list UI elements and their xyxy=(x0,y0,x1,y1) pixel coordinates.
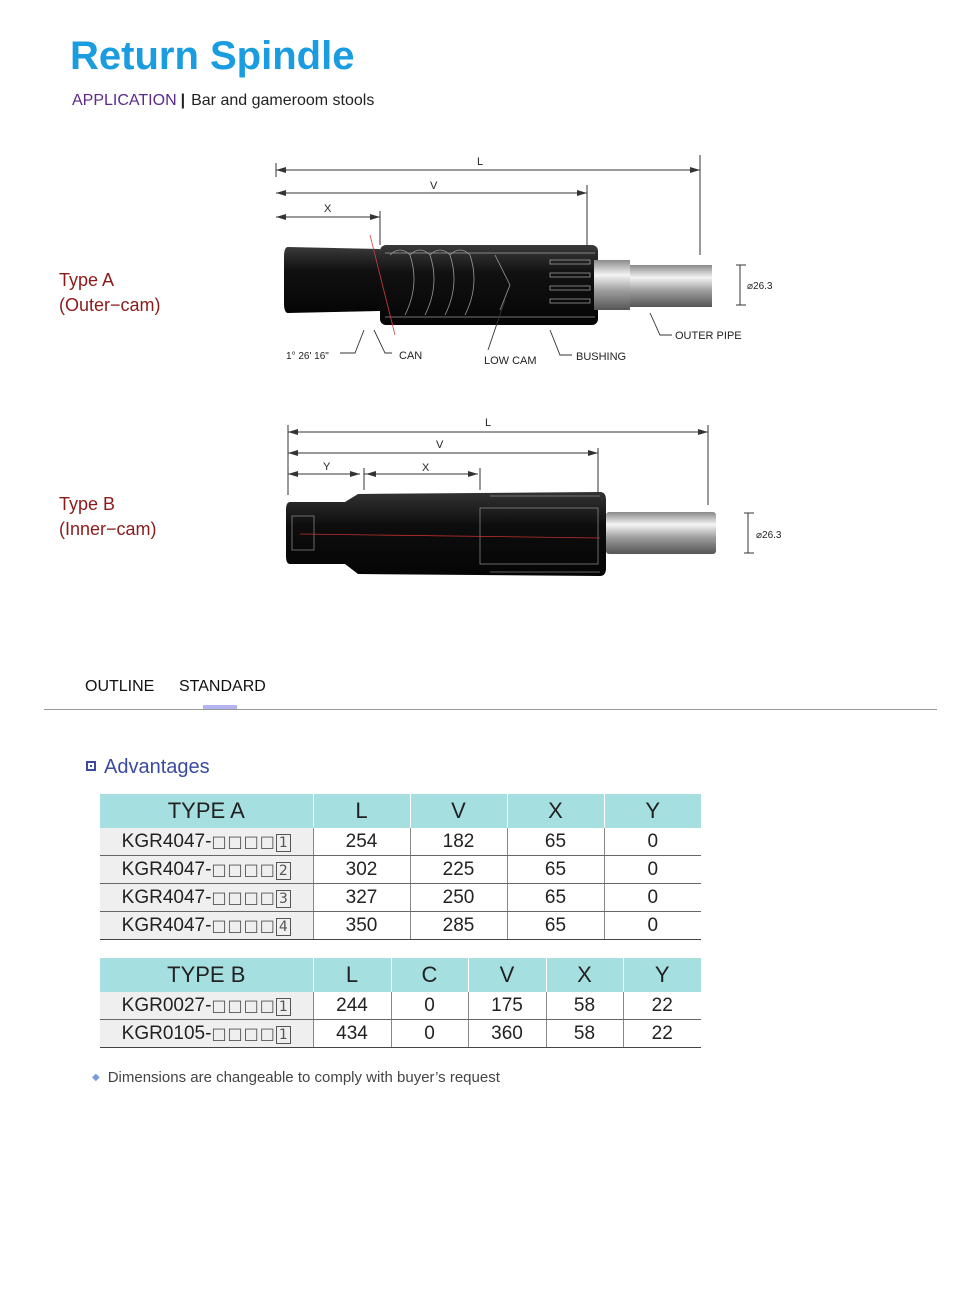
type-a-diameter: ⌀26.3 xyxy=(747,281,773,292)
table-cell: 350 xyxy=(313,912,410,940)
label-l: L xyxy=(477,156,484,168)
table-row xyxy=(100,828,701,856)
table-cell: 434 xyxy=(313,1020,391,1048)
table-header: X xyxy=(546,958,623,992)
label-v-b: V xyxy=(436,439,444,451)
table-cell: 65 xyxy=(507,912,604,940)
type-a-low-cam-label: LOW CAM xyxy=(484,355,537,367)
model-cell: KGR4047-□□□□ 4 xyxy=(100,912,313,940)
table-cell: 285 xyxy=(410,912,507,940)
type-b-subtitle: (Inner−cam) xyxy=(59,519,157,539)
table-cell: 22 xyxy=(623,992,701,1020)
table-header: C xyxy=(391,958,468,992)
table-cell: 0 xyxy=(604,856,701,884)
model-cell: KGR0027-□□□□ 1 xyxy=(100,992,313,1020)
table-header: V xyxy=(468,958,546,992)
table-header: Y xyxy=(604,794,701,828)
table-cell: 250 xyxy=(410,884,507,912)
type-a-can-label: CAN xyxy=(399,350,423,362)
type-a-body xyxy=(380,245,598,325)
type-a-diagram xyxy=(260,145,820,380)
table-row xyxy=(100,912,701,940)
model-cell: KGR0105-□□□□ 1 xyxy=(100,1020,313,1048)
type-a-outer-pipe xyxy=(630,265,712,307)
table-cell: 0 xyxy=(391,992,468,1020)
application-value: Bar and gameroom stools xyxy=(191,92,375,109)
table-header: TYPE A xyxy=(100,794,313,828)
label-x: X xyxy=(324,203,332,215)
type-a-outer-pipe-label: OUTER PIPE xyxy=(675,330,742,342)
table-cell: 58 xyxy=(546,992,623,1020)
type-a-subtitle: (Outer−cam) xyxy=(59,295,161,315)
table-cell: 58 xyxy=(546,1020,623,1048)
table-header-row xyxy=(100,958,701,992)
table-row xyxy=(100,884,701,912)
type-a-table xyxy=(100,794,701,940)
table-row xyxy=(100,1020,701,1048)
type-b-body xyxy=(286,492,606,576)
advantages-heading xyxy=(86,756,210,779)
table-header-row xyxy=(100,794,701,828)
type-b-diameter: ⌀26.3 xyxy=(756,530,782,541)
table-cell: 65 xyxy=(507,884,604,912)
table-cell: 65 xyxy=(507,856,604,884)
tab-outline[interactable]: OUTLINE xyxy=(85,678,155,695)
table-cell: 360 xyxy=(468,1020,546,1048)
table-header: V xyxy=(410,794,507,828)
table-cell: 175 xyxy=(468,992,546,1020)
label-l-b: L xyxy=(485,417,492,429)
type-a-bushing-label: BUSHING xyxy=(576,351,627,363)
type-b-name: Type B xyxy=(59,494,116,514)
type-b-outer-pipe xyxy=(606,512,716,554)
table-cell: 254 xyxy=(313,828,410,856)
type-a-name: Type A xyxy=(59,270,115,290)
footnote xyxy=(92,1069,500,1086)
table-cell: 0 xyxy=(391,1020,468,1048)
model-cell: KGR4047-□□□□ 1 xyxy=(100,828,313,856)
table-cell: 0 xyxy=(604,884,701,912)
label-v: V xyxy=(430,180,438,192)
type-a-cap xyxy=(284,247,380,313)
table-row xyxy=(100,856,701,884)
table-header: X xyxy=(507,794,604,828)
table-cell: 22 xyxy=(623,1020,701,1048)
tab-divider xyxy=(44,709,937,710)
table-row xyxy=(100,992,701,1020)
type-a-bushing xyxy=(594,260,630,310)
label-y-b: Y xyxy=(323,461,331,473)
application-label: APPLICATION xyxy=(72,92,177,109)
diamond-bullet-icon: ◆ xyxy=(92,1072,100,1083)
table-cell: 65 xyxy=(507,828,604,856)
page-title: Return Spindle xyxy=(70,34,355,78)
type-b-diagram xyxy=(270,410,810,585)
table-cell: 302 xyxy=(313,856,410,884)
application-separator: | xyxy=(180,92,186,109)
square-bullet-icon xyxy=(86,761,96,771)
table-cell: 327 xyxy=(313,884,410,912)
advantages-title: Advantages xyxy=(104,756,210,778)
table-cell: 182 xyxy=(410,828,507,856)
table-header: L xyxy=(313,794,410,828)
type-b-table xyxy=(100,958,701,1048)
table-cell: 244 xyxy=(313,992,391,1020)
table-header: L xyxy=(313,958,391,992)
model-cell: KGR4047-□□□□ 2 xyxy=(100,856,313,884)
footnote-text: Dimensions are changeable to comply with buyer’s request xyxy=(107,1069,500,1086)
type-b-label xyxy=(59,492,157,542)
table-cell: 225 xyxy=(410,856,507,884)
type-a-angle: 1° 26' 16" xyxy=(286,351,329,362)
tab-standard[interactable]: STANDARD xyxy=(179,678,266,695)
table-header: TYPE B xyxy=(100,958,313,992)
table-cell: 0 xyxy=(604,912,701,940)
label-x-b: X xyxy=(422,462,430,474)
application-row xyxy=(72,92,374,110)
table-cell: 0 xyxy=(604,828,701,856)
type-a-label xyxy=(59,268,161,318)
table-header: Y xyxy=(623,958,701,992)
model-cell: KGR4047-□□□□ 3 xyxy=(100,884,313,912)
